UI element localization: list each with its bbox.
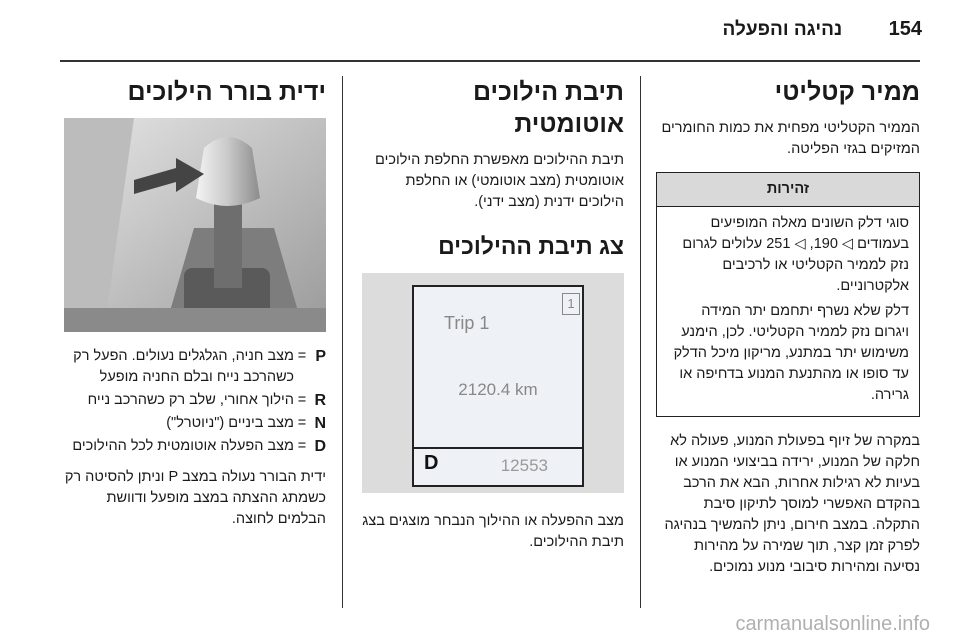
position-d: D = מצב הפעלה אוטומטית לכל ההילוכים [60,436,326,457]
position-d-key: D [314,438,326,455]
transmission-display-image [362,273,624,493]
catalytic-intro: הממיר הקטליטי מפחית את כמות החומרים המזיקים בגזי הפליטה. [661,120,920,157]
page-header [723,18,922,41]
catalytic-converter-heading: ממיר קטליטי [774,78,920,106]
display-caption: מצב ההפעלה או ההילוך הנבחר מוצגים בצג תיבת ההילוכים. [362,513,624,550]
column-divider-right [640,76,641,608]
position-n-key: N [314,415,326,432]
position-p: P = מצב חניה, הגלגלים נעולים. הפעל רק כשהרכב נייח ובלם החניה מופעל [60,346,326,388]
trip-distance: 2120.4 km [458,380,538,399]
selector-lever-heading: ידית בורר הילוכים [127,78,326,106]
catalytic-converter-column [656,76,920,586]
selector-lever-column [60,76,326,538]
transmission-display-heading: צג תיבת ההילוכים [438,233,624,259]
automatic-transmission-heading: תיבת הילוכים אוטומטית [472,78,624,138]
position-d-text: מצב הפעלה אוטומטית לכל ההילוכים [72,438,294,454]
transmission-intro: תיבת ההילוכים מאפשרת החלפת הילוכים אוטומטית (מצב אוטומטי) או החלפת הילוכים ידנית (מצב ידני). [375,152,624,210]
section-title: נהיגה והפעלה [722,19,843,40]
position-r-text: הילוך אחורי, שלב רק כשהרכב נייח [87,392,294,408]
caution-paragraph-2: דלק שלא נשרף יתחמם יתר המידה ויגרום נזק לממיר הקטליטי. לכן, הימנע משימוש יתר במתנע, מריקון מיכל הדלק עד סופו או מהתנעת המנוע בדחיפה או גרירה. [673,303,909,403]
automatic-transmission-column [358,76,624,561]
page-number: 154 [888,18,922,40]
trip-icon: 1 [562,293,580,315]
gear-indicator: D [424,452,439,474]
position-n-text: מצב ביניים ("ניוטרל") [166,415,294,431]
column-divider-left [342,76,343,608]
position-p-key: P [315,348,326,365]
caution-box [656,172,920,417]
gear-lever-photo [64,118,326,332]
position-r: R = הילוך אחורי, שלב רק כשהרכב נייח [60,390,326,411]
caution-title: זהירות [657,173,919,207]
selector-lever-body: ידית הבורר נעולה במצב P וניתן להסיטה רק כשמתג ההצתה במצב מופעל ודוושת הבלמים לחוצה. [64,469,326,527]
position-n: N = מצב ביניים ("ניוטרל") [60,413,326,434]
header-rule [60,60,920,62]
gear-lever-illustration [64,118,326,332]
position-p-text: מצב חניה, הגלגלים נעולים. הפעל רק כשהרכב נייח ובלם החניה מופעל [73,348,294,385]
caution-paragraph-1: סוגי דלק השונים מאלה המופיעים בעמודים ◁ 190, ◁ 251 עלולים לגרום נזק לממיר הקטליטי או לרכיבים אלקטרוניים. [682,215,909,294]
trip-label: Trip 1 [444,313,490,333]
watermark: carmanualsonline.info [735,613,930,635]
catalytic-body: במקרה של זיוף בפעולת המנוע, פעולה לא חלקה של המנוע, ירידה בביצועי המנוע או בעיות לא רגילות אחרות, הבא את הרכב בהקדם האפשרי למוסך לתיקון סיבת התקלה. במצב חירום, ניתן להמשיך בנהיגה לפרק זמן קצר, תוך שמירה על מהירות נסיעה ומהירות סיבובי מנוע נמוכים. [664,433,920,575]
odometer: 12553 [500,456,548,475]
display-screen [412,285,584,487]
position-r-key: R [314,392,326,409]
